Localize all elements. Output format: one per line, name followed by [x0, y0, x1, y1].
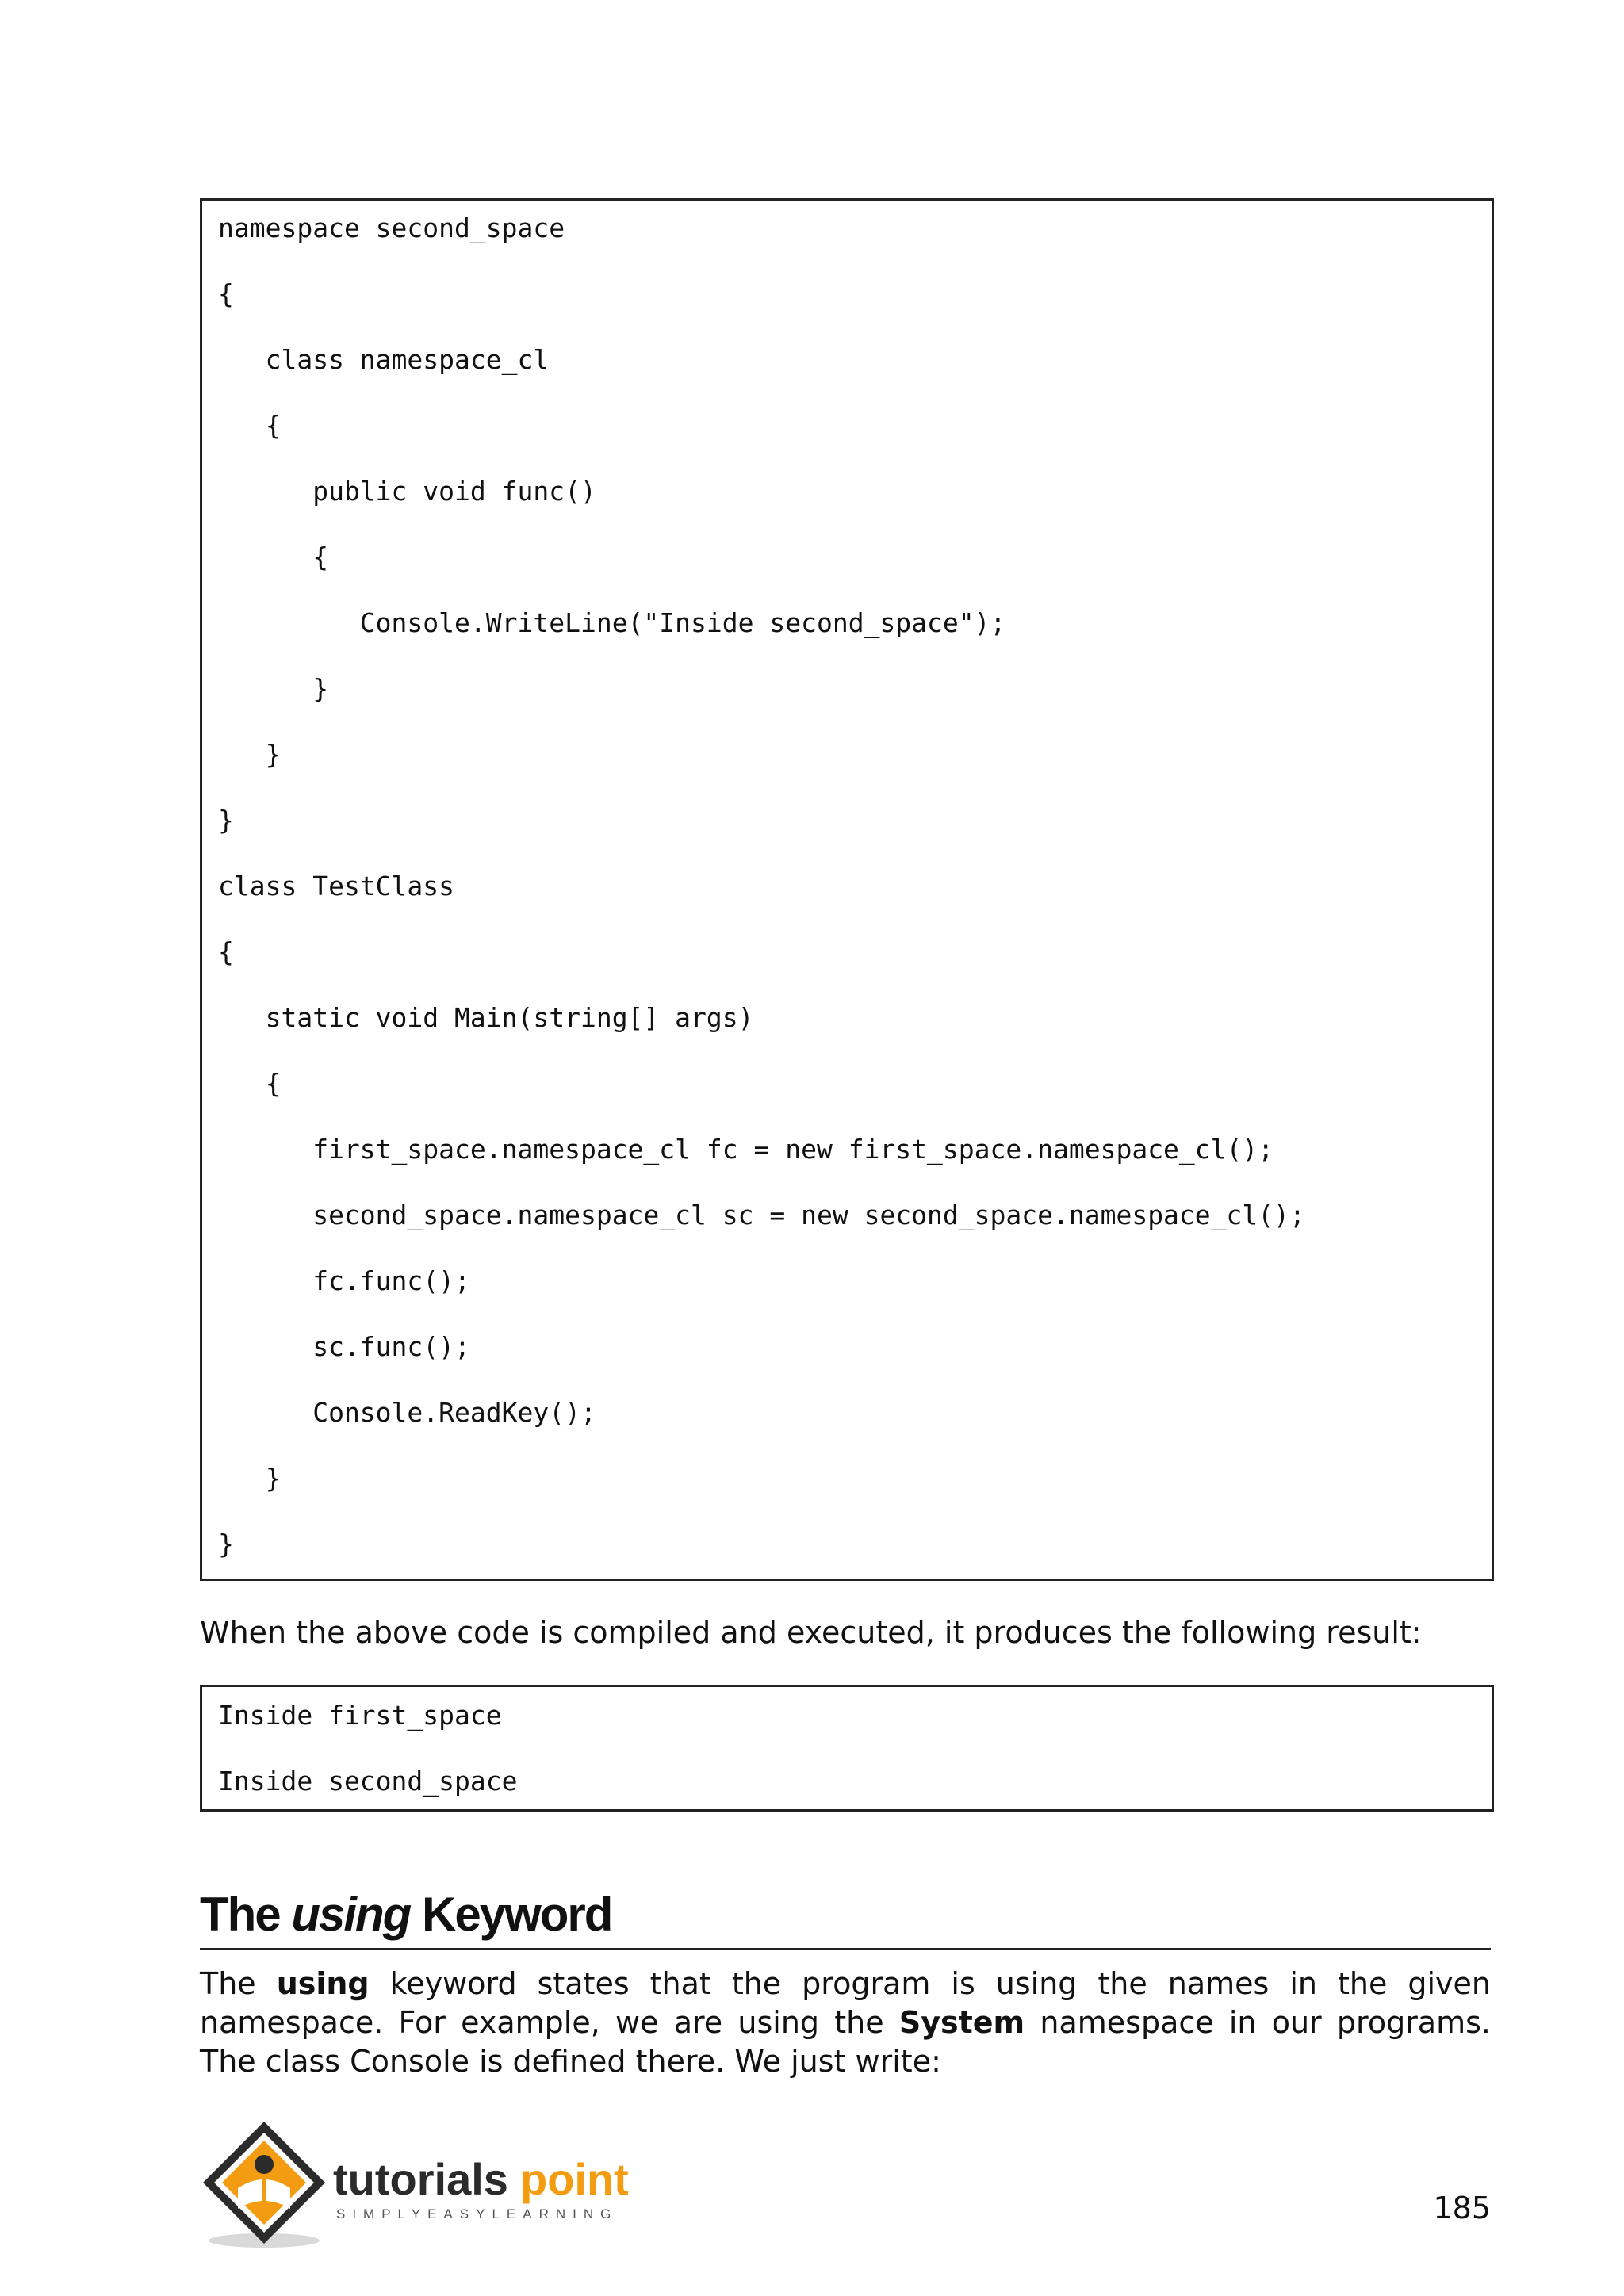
heading-prefix: The: [200, 1888, 280, 1941]
paragraph-text: namespace in our programs. The class Console is defined there. We just write:: [200, 2005, 1491, 2079]
paragraph-text: The: [200, 1966, 277, 2001]
reader-head-icon: [255, 2155, 274, 2174]
output-block: [200, 1685, 1494, 1812]
code-line: }: [218, 1463, 282, 1494]
tutorialspoint-logo: [197, 2115, 657, 2250]
result-intro-text: When the above code is compiled and executed, it produces the following result:: [200, 1615, 1422, 1650]
paragraph-text: keyword states that the program is using the names in the given namespace. For example, we are using the: [200, 1966, 1491, 2040]
code-line: }: [218, 673, 329, 704]
keyword-system: System: [898, 2005, 1025, 2040]
code-line: second_space.namespace_cl sc = new second_space.namespace_cl();: [218, 1200, 1305, 1230]
code-line: sc.func();: [218, 1331, 470, 1362]
code-line: class namespace_cl: [218, 344, 550, 375]
keyword-using: using: [276, 1966, 370, 2001]
code-line: class TestClass: [218, 871, 455, 901]
code-line: namespace second_space: [218, 212, 565, 243]
code-line: Console.ReadKey();: [218, 1397, 596, 1428]
output-line: Inside first_space: [218, 1700, 502, 1731]
code-line: }: [218, 739, 282, 770]
code-line: }: [218, 1529, 234, 1559]
code-line: {: [218, 936, 234, 967]
heading-suffix: Keyword: [422, 1888, 612, 1941]
code-line: {: [218, 410, 282, 441]
code-line: }: [218, 805, 234, 836]
section-heading: [200, 1883, 1491, 1950]
code-line: public void func(): [218, 476, 596, 507]
code-line: first_space.namespace_cl fc = new first_space.namespace_cl();: [218, 1134, 1274, 1165]
code-line: static void Main(string[] args): [218, 1002, 754, 1033]
code-line: {: [218, 1068, 282, 1099]
code-line: {: [218, 541, 329, 572]
code-block: [200, 198, 1494, 1581]
body-paragraph: [200, 1965, 1491, 2081]
code-line: fc.func();: [218, 1265, 470, 1296]
logo-tagline: SIMPLYEASYLEARNING: [336, 2206, 619, 2221]
logo-wordmark-main: tutorials: [333, 2154, 508, 2204]
logo-wordmark-accent: point: [520, 2154, 629, 2204]
heading-emphasis: using: [291, 1888, 411, 1941]
page-number: 185: [1433, 2191, 1491, 2225]
code-line: Console.WriteLine("Inside second_space");: [218, 607, 1006, 638]
logo-graphic: [197, 2115, 657, 2250]
output-line: Inside second_space: [218, 1766, 518, 1797]
code-line: {: [218, 278, 234, 309]
